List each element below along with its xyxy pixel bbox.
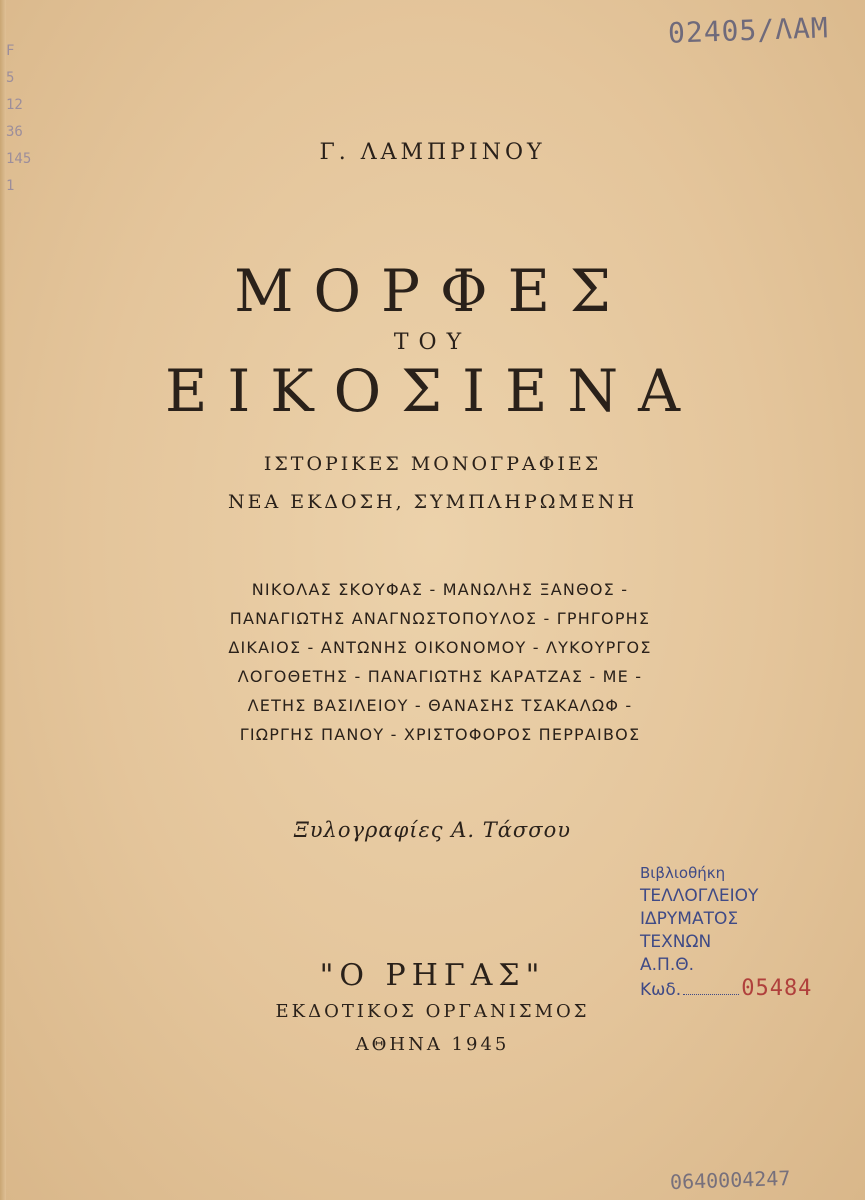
contents-line: ΠΑΝΑΓΙΩΤΗΣ ΑΝΑΓΝΩΣΤΟΠΟΥΛΟΣ - ΓΡΗΓΟΡΗΣ <box>229 609 651 628</box>
publisher-name: "Ο ΡΗΓΑΣ" <box>319 958 546 993</box>
contents-list <box>150 575 730 749</box>
margin-note: 5 <box>6 70 15 86</box>
title-line-1: ΜΟΡΦΕΣ <box>234 257 631 325</box>
handwritten-inventory-number: 0640004247 <box>669 1165 791 1195</box>
stamp-code-label: Κωδ. <box>640 980 682 1000</box>
margin-pencil-notes <box>6 38 42 200</box>
contents-line: ΓΙΩΡΓΗΣ ΠΑΝΟΥ - ΧΡΙΣΤΟΦΟΡΟΣ ΠΕΡΡΑΙΒΟΣ <box>239 725 641 744</box>
handwritten-shelfmark: 02405/ΛΑΜ <box>667 11 830 50</box>
publisher-type: ΕΚΔΟΤΙΚΟΣ ΟΡΓΑΝΙΣΜΟΣ <box>275 1001 590 1022</box>
engravings-credit: Ξυλογραφίες Α. Τάσσου <box>294 818 571 842</box>
margin-note: 36 <box>6 124 23 140</box>
author-name: Γ. ΛΑΜΠΡΙΝΟΥ <box>319 140 546 165</box>
stamp-line: Α.Π.Θ. <box>640 955 695 975</box>
contents-line: ΔΙΚΑΙΟΣ - ΑΝΤΩΝΗΣ ΟΙΚΟΝΟΜΟΥ - ΛΥΚΟΥΡΓΟΣ <box>228 638 652 657</box>
margin-note: 12 <box>6 97 23 113</box>
stamp-line: ΙΔΡΥΜΑΤΟΣ <box>640 909 739 929</box>
stamp-line: ΤΕΧΝΩΝ <box>640 932 712 952</box>
publication-place-year: ΑΘΗΝΑ 1945 <box>355 1034 510 1055</box>
stamp-line: ΤΕΛΛΟΓΛΕΙΟΥ <box>640 886 759 906</box>
title-line-3: ΕΙΚΟΣΙΕΝΑ <box>164 357 701 425</box>
stamp-code-value: 05484 <box>741 976 813 1001</box>
contents-line: ΝΙΚΟΛΑΣ ΣΚΟΥΦΑΣ - ΜΑΝΩΛΗΣ ΞΑΝΘΟΣ - <box>251 580 629 599</box>
subtitle-line-1: ΙΣΤΟΡΙΚΕΣ ΜΟΝΟΓΡΑΦΙΕΣ <box>263 453 602 475</box>
margin-note: F <box>6 43 15 59</box>
contents-line: ΛΟΓΟΘΕΤΗΣ - ΠΑΝΑΓΙΩΤΗΣ ΚΑΡΑΤΖΑΣ - ΜΕ - <box>237 667 643 686</box>
subtitle-line-2: ΝΕΑ ΕΚΔΟΣΗ, ΣΥΜΠΛΗΡΩΜΕΝΗ <box>227 491 638 513</box>
margin-note: 1 <box>6 178 15 194</box>
contents-line: ΛΕΤΗΣ ΒΑΣΙΛΕΙΟΥ - ΘΑΝΑΣΗΣ ΤΣΑΚΑΛΩΦ - <box>247 696 633 715</box>
margin-note: 145 <box>6 151 32 167</box>
title-line-2: ΤΟΥ <box>393 330 472 355</box>
stamp-line: Βιβλιοθήκη <box>640 864 726 882</box>
